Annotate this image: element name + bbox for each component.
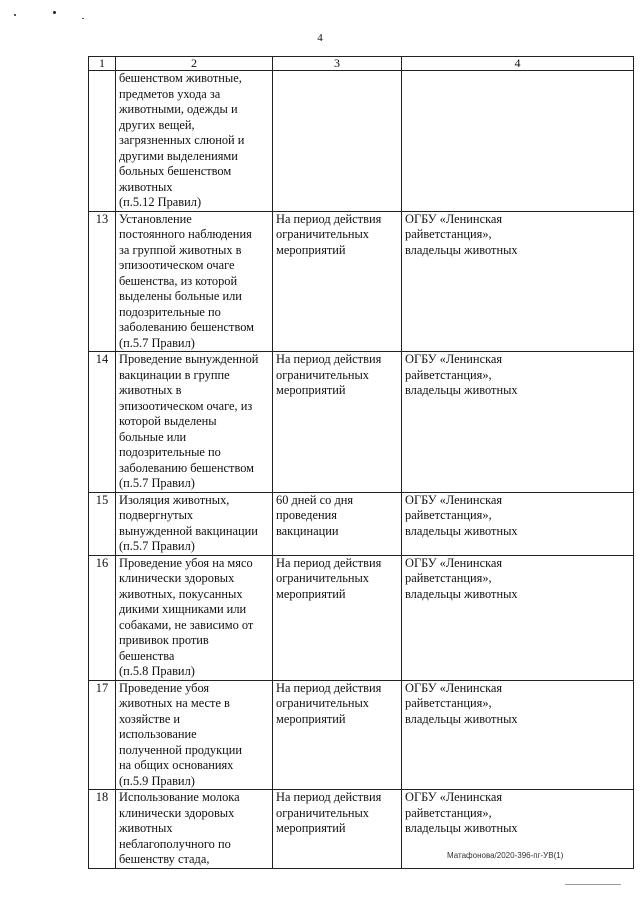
responsible-line: ОГБУ «Ленинская <box>405 492 503 507</box>
responsible-line: ОГБУ «Ленинская <box>405 352 503 366</box>
measure-line: заболеванию бешенством <box>119 460 255 475</box>
row-number: 13 <box>89 211 116 352</box>
period-line: мероприятий <box>276 242 346 257</box>
responsible-cell <box>402 680 634 790</box>
responsible-line: ОГБУ «Ленинская <box>405 790 503 804</box>
period-line: мероприятий <box>276 383 346 397</box>
measure-line: больных бешенством <box>119 164 232 178</box>
period-line: 60 дней со дня <box>276 492 354 507</box>
period-line: ограничительных <box>276 805 369 820</box>
measure-cell <box>116 211 273 352</box>
row-number: 17 <box>89 680 116 790</box>
responsible-line: ОГБУ «Ленинская <box>405 680 503 695</box>
measure-line: заболеванию бешенством <box>119 320 255 334</box>
measure-line: Установление <box>119 211 192 226</box>
row-number: 16 <box>89 555 116 680</box>
table-row <box>89 680 634 790</box>
row-number <box>89 71 116 212</box>
measure-line: других вещей, <box>119 117 195 132</box>
measure-line: бешенству стада, <box>119 852 210 866</box>
measure-line: клинически здоровых <box>119 571 235 585</box>
measure-line: (п.5.9 Правил) <box>119 773 195 788</box>
period-line: мероприятий <box>276 586 346 601</box>
period-line: На период действия <box>276 790 382 804</box>
measure-line: хозяйстве и <box>119 711 181 726</box>
responsible-line: владельцы животных <box>405 523 518 538</box>
period-cell <box>273 492 402 555</box>
period-line: На период действия <box>276 211 382 226</box>
measure-line: (п.5.7 Правил) <box>119 335 195 350</box>
measure-line: больные или <box>119 429 187 444</box>
period-cell <box>273 71 402 212</box>
measure-line: животных, покусанных <box>119 586 243 601</box>
responsible-line: владельцы животных <box>405 383 518 397</box>
period-line: На период действия <box>276 555 382 570</box>
row-number: 14 <box>89 352 116 493</box>
responsible-line: райветстанция», <box>405 805 492 820</box>
measure-line: животных в <box>119 383 182 397</box>
period-line: ограничительных <box>276 571 369 585</box>
period-line: ограничительных <box>276 696 369 710</box>
measure-line: (п.5.8 Правил) <box>119 664 195 678</box>
responsible-cell <box>402 555 634 680</box>
header-col-1: 1 <box>89 57 116 71</box>
period-line: ограничительных <box>276 367 369 382</box>
document-code: Матафонова/2020-396-пг-УВ(1) <box>447 851 564 860</box>
responsible-line: ОГБУ «Ленинская <box>405 555 503 570</box>
measure-line: дикими хищниками или <box>119 602 247 616</box>
period-cell <box>273 352 402 493</box>
row-number: 18 <box>89 790 116 869</box>
measure-line: Проведение убоя на мясо <box>119 555 253 570</box>
table-row <box>89 555 634 680</box>
responsible-cell <box>402 352 634 493</box>
table-row <box>89 71 634 212</box>
measure-cell <box>116 680 273 790</box>
measure-line: Использование молока <box>119 790 240 804</box>
header-col-4: 4 <box>402 57 634 71</box>
measure-line: другими выделениями <box>119 148 238 163</box>
table-row <box>89 492 634 555</box>
measure-line: подвергнутых <box>119 508 194 522</box>
measure-line: (п.5.7 Правил) <box>119 476 195 490</box>
responsible-line: владельцы животных <box>405 821 518 835</box>
measure-line: прививок против <box>119 633 209 647</box>
period-cell <box>273 680 402 790</box>
row-number: 15 <box>89 492 116 555</box>
responsible-line: владельцы животных <box>405 242 518 257</box>
measure-line: загрязненных слюной и <box>119 133 245 147</box>
measure-line: постоянного наблюдения <box>119 227 252 241</box>
measure-line: животных на месте в <box>119 696 230 710</box>
measure-line: бешенства <box>119 648 175 663</box>
measure-line: Проведение вынужденной <box>119 352 259 366</box>
responsible-line: райветстанция», <box>405 367 492 382</box>
measure-line: которой выделены <box>119 414 217 428</box>
measure-line: на общих основаниях <box>119 758 234 772</box>
responsible-line: райветстанция», <box>405 508 492 522</box>
measure-line: подозрительные по <box>119 304 221 319</box>
footer-line <box>565 884 621 885</box>
period-line: На период действия <box>276 680 382 695</box>
period-cell <box>273 790 402 869</box>
period-line: На период действия <box>276 352 382 366</box>
measure-line: собаками, не зависимо от <box>119 617 254 632</box>
responsible-line: владельцы животных <box>405 586 518 601</box>
responsible-line: райветстанция», <box>405 227 492 241</box>
measure-line: выделены больные или <box>119 289 242 303</box>
measure-cell <box>116 71 273 212</box>
measure-line: бешенством животные, <box>119 71 242 85</box>
measure-line: животных <box>119 179 173 194</box>
table-header-row <box>89 57 634 71</box>
period-line: мероприятий <box>276 821 346 835</box>
period-line: проведения <box>276 508 337 522</box>
measure-line: (п.5.12 Правил) <box>119 195 202 209</box>
measure-cell <box>116 555 273 680</box>
period-line: вакцинации <box>276 523 339 538</box>
measure-line: Проведение убоя <box>119 680 210 695</box>
responsible-line: райветстанция», <box>405 571 492 585</box>
period-line: ограничительных <box>276 227 369 241</box>
measure-line: подозрительные по <box>119 445 221 459</box>
period-line: мероприятий <box>276 711 346 726</box>
responsible-cell <box>402 211 634 352</box>
measure-line: животных <box>119 821 173 835</box>
measure-line: (п.5.7 Правил) <box>119 539 195 553</box>
period-cell <box>273 211 402 352</box>
measure-line: Изоляция животных, <box>119 492 230 507</box>
measure-cell <box>116 790 273 869</box>
measures-table <box>88 56 634 869</box>
responsible-cell <box>402 71 634 212</box>
measure-line: неблагополучного по <box>119 836 231 851</box>
header-col-3: 3 <box>273 57 402 71</box>
responsible-line: владельцы животных <box>405 711 518 726</box>
responsible-line: райветстанция», <box>405 696 492 710</box>
measure-line: эпизоотическом очаге, из <box>119 398 253 413</box>
measure-line: клинически здоровых <box>119 805 235 820</box>
measure-line: использование <box>119 727 197 741</box>
measure-line: бешенства, из которой <box>119 273 238 288</box>
measure-cell <box>116 492 273 555</box>
page-number: 4 <box>317 32 323 44</box>
measure-line: вынужденной вакцинации <box>119 523 258 538</box>
measure-line: полученной продукции <box>119 742 243 757</box>
measure-line: за группой животных в <box>119 242 242 257</box>
measure-line: животными, одежды и <box>119 102 238 116</box>
responsible-line: ОГБУ «Ленинская <box>405 211 503 226</box>
table-row <box>89 352 634 493</box>
measure-line: вакцинации в группе <box>119 367 230 382</box>
measure-line: эпизоотическом очаге <box>119 258 235 272</box>
measure-cell <box>116 352 273 493</box>
table-row <box>89 211 634 352</box>
header-col-2: 2 <box>116 57 273 71</box>
responsible-cell <box>402 492 634 555</box>
measure-line: предметов ухода за <box>119 86 221 101</box>
period-cell <box>273 555 402 680</box>
